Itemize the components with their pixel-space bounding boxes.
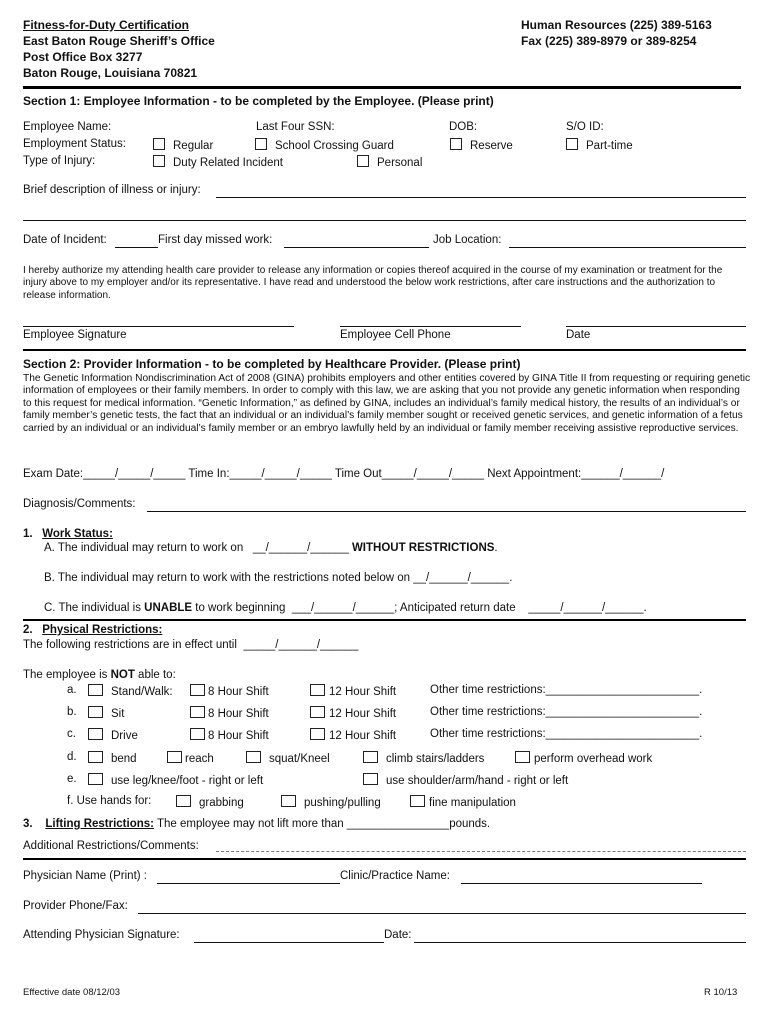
drive-12hr-label: 12 Hour Shift (329, 730, 397, 742)
stand-walk-8hr-label: 8 Hour Shift (208, 686, 269, 698)
option-a-end: . (494, 542, 498, 554)
drive-12hr[interactable] (310, 728, 396, 742)
time-in-label: Time In: (188, 468, 230, 480)
sit-label: Sit (111, 708, 125, 720)
header-divider (23, 86, 741, 89)
grabbing-option[interactable] (176, 795, 244, 809)
stand-walk-12hr-label: 12 Hour Shift (329, 686, 397, 698)
row-a-letter: a. (67, 684, 77, 696)
bend-option[interactable] (88, 751, 137, 765)
drive-8hr-checkbox[interactable] (190, 728, 205, 740)
climb-option[interactable] (363, 751, 484, 765)
bend-checkbox[interactable] (88, 751, 103, 763)
stand-walk-checkbox[interactable] (88, 684, 103, 696)
personal-option[interactable] (357, 155, 422, 169)
regular-label: Regular (173, 140, 214, 152)
squat-label: squat/Kneel (269, 753, 330, 765)
grabbing-label: grabbing (199, 797, 244, 809)
sit-8hr-label: 8 Hour Shift (208, 708, 269, 720)
employee-date-field[interactable] (566, 326, 746, 327)
lifting-text: The employee may not lift more than (154, 818, 344, 830)
part-time-checkbox[interactable] (566, 138, 578, 150)
next-appointment-field[interactable]: ______/______/ (581, 468, 665, 480)
sit-12hr-label: 12 Hour Shift (329, 708, 397, 720)
sit-checkbox[interactable] (88, 706, 103, 718)
sit-other[interactable]: Other time restrictions:________________________. (430, 706, 703, 718)
option-b-end: . (509, 572, 513, 584)
sit-option[interactable] (88, 706, 124, 720)
part-time-option[interactable] (566, 138, 633, 152)
job-location-field[interactable] (509, 247, 746, 248)
unable-to-work (44, 602, 647, 614)
crossing-guard-checkbox[interactable] (255, 138, 267, 150)
reach-label: reach (185, 753, 214, 765)
option-c-emphasis: UNABLE (144, 602, 193, 614)
first-day-missed-label: First day missed work: (158, 234, 273, 246)
row-c-letter: c. (67, 728, 76, 740)
crossing-guard-option[interactable] (255, 138, 394, 152)
additional-restrictions-label: Additional Restrictions/Comments: (23, 840, 199, 852)
dob-label: DOB: (449, 121, 478, 133)
incident-date-field[interactable] (115, 247, 158, 248)
employment-status-label: Employment Status: (23, 138, 126, 150)
org-address-2: Baton Rouge, Louisiana 70821 (23, 66, 198, 80)
time-out-label: Time Out (334, 468, 382, 480)
return-with-restrictions (44, 572, 512, 584)
exam-date-label: Exam Date: (23, 468, 84, 480)
employee-signature-label: Employee Signature (23, 329, 127, 341)
fine-manipulation-label: fine manipulation (429, 797, 516, 809)
physical-restrictions-heading (23, 624, 162, 636)
regular-option[interactable] (153, 138, 213, 152)
part-time-label: Part-time (586, 140, 633, 152)
diagnosis-field[interactable] (147, 511, 746, 512)
work-status-divider (23, 619, 746, 621)
work-status-title: Work Status: (42, 528, 113, 540)
sit-12hr[interactable] (310, 706, 396, 720)
reserve-option[interactable] (450, 138, 513, 152)
option-b-text: B. The individual may return to work with the restrictions noted below on (44, 572, 411, 584)
physician-name-field[interactable] (157, 883, 340, 884)
pushing-option[interactable] (281, 795, 381, 809)
stand-walk-option[interactable] (88, 684, 173, 698)
org-address-1: Post Office Box 3277 (23, 50, 143, 64)
fine-manipulation-checkbox[interactable] (410, 795, 425, 807)
gina-notice: The Genetic Information Nondiscrimination Act of 2008 (GINA) prohibits employers and other entities covered by GINA Title II from requesting or requiring genetic information of employees or their family members. In order to comply with this law, we are asking that you not provide any genetic information when responding to this request for medical information. “Genetic Information,” as defined by GINA, includes an individual’s family medical history, the results of an individual’s or family member’s genetic tests, the fact that an individual or an individual’s family member sought or received genetic services, and genetic information of a fetus carried by an individual or an individual’s family member or an embryo lawfully held by an individual or family member receiving assistive reproductive services. (23, 373, 751, 434)
option-c-begin-field[interactable]: ___/______/______ (291, 602, 395, 614)
option-c-text-3: ; Anticipated return date (394, 602, 516, 614)
leg-label: use leg/knee/foot - right or left (111, 775, 264, 787)
drive-other[interactable]: Other time restrictions:________________________. (430, 728, 703, 740)
sit-8hr[interactable] (190, 706, 269, 720)
bend-label: bend (111, 753, 137, 765)
overhead-checkbox[interactable] (515, 751, 530, 763)
duty-related-label: Duty Related Incident (173, 157, 283, 169)
time-in-field[interactable]: _____/_____/_____ (229, 468, 332, 480)
return-without-restrictions (44, 542, 498, 554)
not-able-line (23, 669, 176, 681)
row-b-letter: b. (67, 706, 77, 718)
squat-option[interactable] (246, 751, 330, 765)
shoulder-label: use shoulder/arm/hand - right or left (386, 775, 569, 787)
employee-date-label: Date (566, 329, 591, 341)
provider-phone-label: Provider Phone/Fax: (23, 900, 128, 912)
drive-8hr-label: 8 Hour Shift (208, 730, 269, 742)
physical-number: 2. (23, 624, 33, 636)
row-d-letter: d. (67, 751, 77, 763)
authorization-text: I hereby authorize my attending health care provider to release any information or copies thereof acquired in the course of my examination or treatment for the injury above to my employer and/or its representative. I have read and understood the below work restrictions, after care instructions and the authorization to release information. (23, 265, 723, 301)
incident-date-label: Date of Incident: (23, 234, 107, 246)
leg-checkbox[interactable] (88, 773, 103, 785)
hr-fax: Fax (225) 389-8979 or 389-8254 (521, 34, 697, 48)
pushing-checkbox[interactable] (281, 795, 296, 807)
hr-phone: Human Resources (225) 389-5163 (521, 18, 712, 32)
form-header-right (521, 17, 712, 49)
section-divider (23, 349, 746, 351)
option-a-date-field[interactable]: __/______/______ (252, 542, 349, 554)
org-name: East Baton Rouge Sheriff’s Office (23, 34, 215, 48)
work-status-heading (23, 528, 113, 540)
option-c-end: . (643, 602, 647, 614)
pushing-label: pushing/pulling (304, 797, 381, 809)
personal-checkbox[interactable] (357, 155, 369, 167)
employee-name-label: Employee Name: (23, 121, 112, 133)
work-status-number: 1. (23, 528, 33, 540)
duty-related-option[interactable] (153, 155, 283, 169)
exam-date-field[interactable]: _____/_____/_____ (83, 468, 186, 480)
not-able-text: The employee is (23, 669, 111, 681)
overhead-label: perform overhead work (534, 753, 653, 765)
first-day-missed-field[interactable] (284, 247, 429, 248)
employee-cell-field[interactable] (340, 326, 521, 327)
shoulder-option[interactable] (363, 773, 568, 787)
regular-checkbox[interactable] (153, 138, 165, 150)
lifting-number: 3. (23, 818, 33, 830)
climb-label: climb stairs/ladders (386, 753, 485, 765)
hands-label: f. Use hands for: (67, 795, 152, 807)
shoulder-checkbox[interactable] (363, 773, 378, 785)
sit-12hr-checkbox[interactable] (310, 706, 325, 718)
so-id-label: S/O ID: (566, 121, 604, 133)
option-a-text: A. The individual may return to work on (44, 542, 244, 554)
reach-option[interactable] (167, 751, 214, 765)
crossing-guard-label: School Crossing Guard (275, 140, 394, 152)
not-able-text-2: able to: (134, 669, 176, 681)
drive-checkbox[interactable] (88, 728, 103, 740)
attending-signature-field[interactable] (194, 942, 384, 943)
sit-8hr-checkbox[interactable] (190, 706, 205, 718)
clinic-field[interactable] (461, 883, 702, 884)
section1-title: Section 1: Employee Information - to be completed by the Employee. (Please print) (23, 94, 494, 108)
option-b-date-field[interactable]: __/______/______ (413, 572, 510, 584)
drive-option[interactable] (88, 728, 138, 742)
personal-label: Personal (377, 157, 423, 169)
grabbing-checkbox[interactable] (176, 795, 191, 807)
exam-date-row (23, 468, 664, 480)
restrictions-until-text: The following restrictions are in effect until (23, 639, 237, 651)
restrictions-until (23, 639, 358, 651)
physical-title: Physical Restrictions: (42, 624, 163, 636)
duty-related-checkbox[interactable] (153, 155, 165, 167)
reserve-label: Reserve (470, 140, 513, 152)
stand-walk-label: Stand/Walk: (111, 686, 173, 698)
reserve-checkbox[interactable] (450, 138, 462, 150)
option-c-text-2: to work beginning (192, 602, 286, 614)
signature-date-field[interactable] (414, 942, 746, 943)
option-c-return-field[interactable]: _____/______/______ (528, 602, 644, 614)
additional-restrictions-field[interactable] (216, 851, 746, 852)
fine-manipulation-option[interactable] (410, 795, 516, 809)
restrictions-divider (23, 858, 746, 860)
not-able-emphasis: NOT (110, 669, 135, 681)
brief-description-field-2[interactable] (23, 220, 746, 221)
lifting-pounds-label: pounds. (449, 818, 491, 830)
overhead-option[interactable] (515, 751, 652, 765)
reach-checkbox[interactable] (167, 751, 182, 763)
squat-checkbox[interactable] (246, 751, 261, 763)
effective-date: Effective date 08/12/03 (23, 987, 121, 998)
revision: R 10/13 (704, 987, 738, 998)
drive-12hr-checkbox[interactable] (310, 728, 325, 740)
stand-walk-8hr[interactable] (190, 684, 269, 698)
injury-type-label: Type of Injury: (23, 155, 96, 167)
stand-walk-8hr-checkbox[interactable] (190, 684, 205, 696)
attending-signature-label: Attending Physician Signature: (23, 929, 180, 941)
form-title: Fitness-for-Duty Certification (23, 18, 190, 32)
lifting-pounds-field[interactable]: ________________ (346, 818, 450, 830)
drive-label: Drive (111, 730, 138, 742)
time-out-field[interactable]: _____/_____/_____ (381, 468, 485, 480)
job-location-label: Job Location: (433, 234, 502, 246)
lifting-title: Lifting Restrictions: (45, 818, 154, 830)
physician-name-label: Physician Name (Print) : (23, 870, 147, 882)
ssn-label: Last Four SSN: (256, 121, 335, 133)
option-a-emphasis: WITHOUT RESTRICTIONS (351, 542, 495, 554)
brief-description-field[interactable] (216, 197, 746, 198)
provider-phone-field[interactable] (138, 913, 746, 914)
lifting-restrictions (23, 818, 490, 830)
climb-checkbox[interactable] (363, 751, 378, 763)
brief-description-label: Brief description of illness or injury: (23, 184, 201, 196)
employee-cell-label: Employee Cell Phone (340, 329, 451, 341)
form-header-left (23, 17, 215, 81)
option-c-text: C. The individual is (44, 602, 145, 614)
drive-8hr[interactable] (190, 728, 269, 742)
leg-option[interactable] (88, 773, 263, 787)
diagnosis-label: Diagnosis/Comments: (23, 498, 136, 510)
employee-signature-field[interactable] (23, 326, 294, 327)
next-appointment-label: Next Appointment: (487, 468, 582, 480)
signature-date-label: Date: (384, 929, 412, 941)
clinic-label: Clinic/Practice Name: (340, 870, 450, 882)
stand-walk-other[interactable]: Other time restrictions:________________________. (430, 684, 703, 696)
section2-title: Section 2: Provider Information - to be completed by Healthcare Provider. (Please print) (23, 357, 521, 371)
stand-walk-12hr-checkbox[interactable] (310, 684, 325, 696)
stand-walk-12hr[interactable] (310, 684, 396, 698)
restrictions-until-field[interactable]: _____/______/______ (243, 639, 359, 651)
row-e-letter: e. (67, 773, 77, 785)
